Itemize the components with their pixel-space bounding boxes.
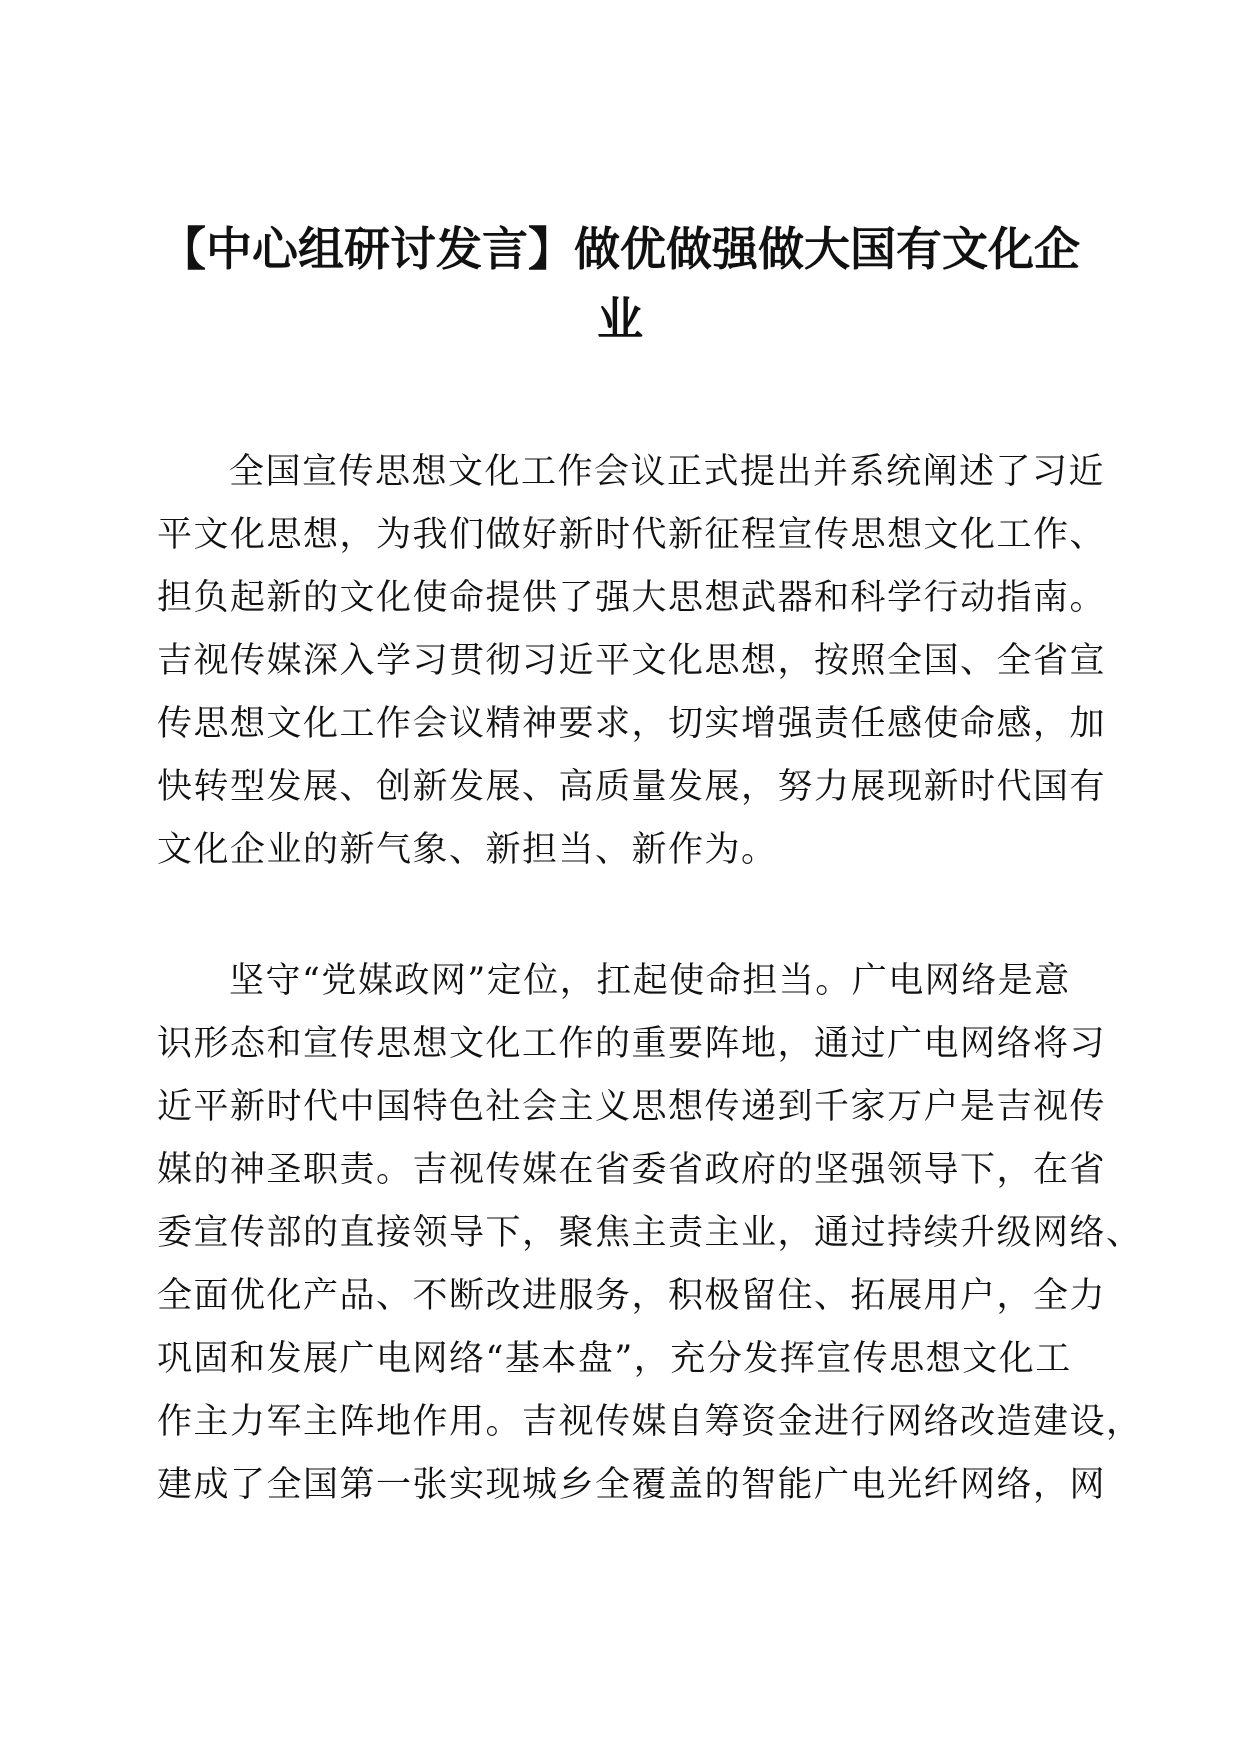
document-title-line-2: 业 (597, 292, 643, 346)
paragraph-line: 巩固和发展广电网络“基本盘”，充分发挥宣传思想文化工 (157, 1339, 1072, 1379)
paragraph-line: 吉视传媒深入学习贯彻习近平文化思想，按照全国、全省宣 (157, 641, 1107, 681)
paragraph-line: 快转型发展、创新发展、高质量发展，努力展现新时代国有 (157, 767, 1107, 807)
paragraph-line: 近平新时代中国特色社会主义思想传递到千家万户是吉视传 (157, 1087, 1107, 1127)
document-title-line-1: 【中心组研讨发言】做优做强做大国有文化企 (160, 222, 1080, 276)
paragraph-line: 文化企业的新气象、新担当、新作为。 (157, 830, 778, 870)
paragraph-line: 担负起新的文化使命提供了强大思想武器和科学行动指南。 (157, 578, 1107, 618)
paragraph-line: 传思想文化工作会议精神要求，切实增强责任感使命感，加 (157, 704, 1107, 744)
paragraph-line: 建成了全国第一张实现城乡全覆盖的智能广电光纤网络，网 (157, 1465, 1107, 1505)
paragraph-line: 全面优化产品、不断改进服务，积极留住、拓展用户，全力 (157, 1276, 1107, 1316)
paragraph-line: 识形态和宣传思想文化工作的重要阵地，通过广电网络将习 (157, 1024, 1107, 1064)
paragraph-line: 委宣传部的直接领导下，聚焦主责主业，通过持续升级网络、 (157, 1213, 1143, 1253)
paragraph-line: 全国宣传思想文化工作会议正式提出并系统阐述了习近 (229, 452, 1106, 492)
paragraph-line: 媒的神圣职责。吉视传媒在省委省政府的坚强领导下，在省 (157, 1150, 1107, 1190)
paragraph-line: 平文化思想，为我们做好新时代新征程宣传思想文化工作、 (157, 515, 1107, 555)
paragraph-line: 作主力军主阵地作用。吉视传媒自筹资金进行网络改造建设， (157, 1402, 1143, 1442)
paragraph-line: 坚守“党媒政网”定位，扛起使命担当。广电网络是意 (229, 961, 1071, 1001)
